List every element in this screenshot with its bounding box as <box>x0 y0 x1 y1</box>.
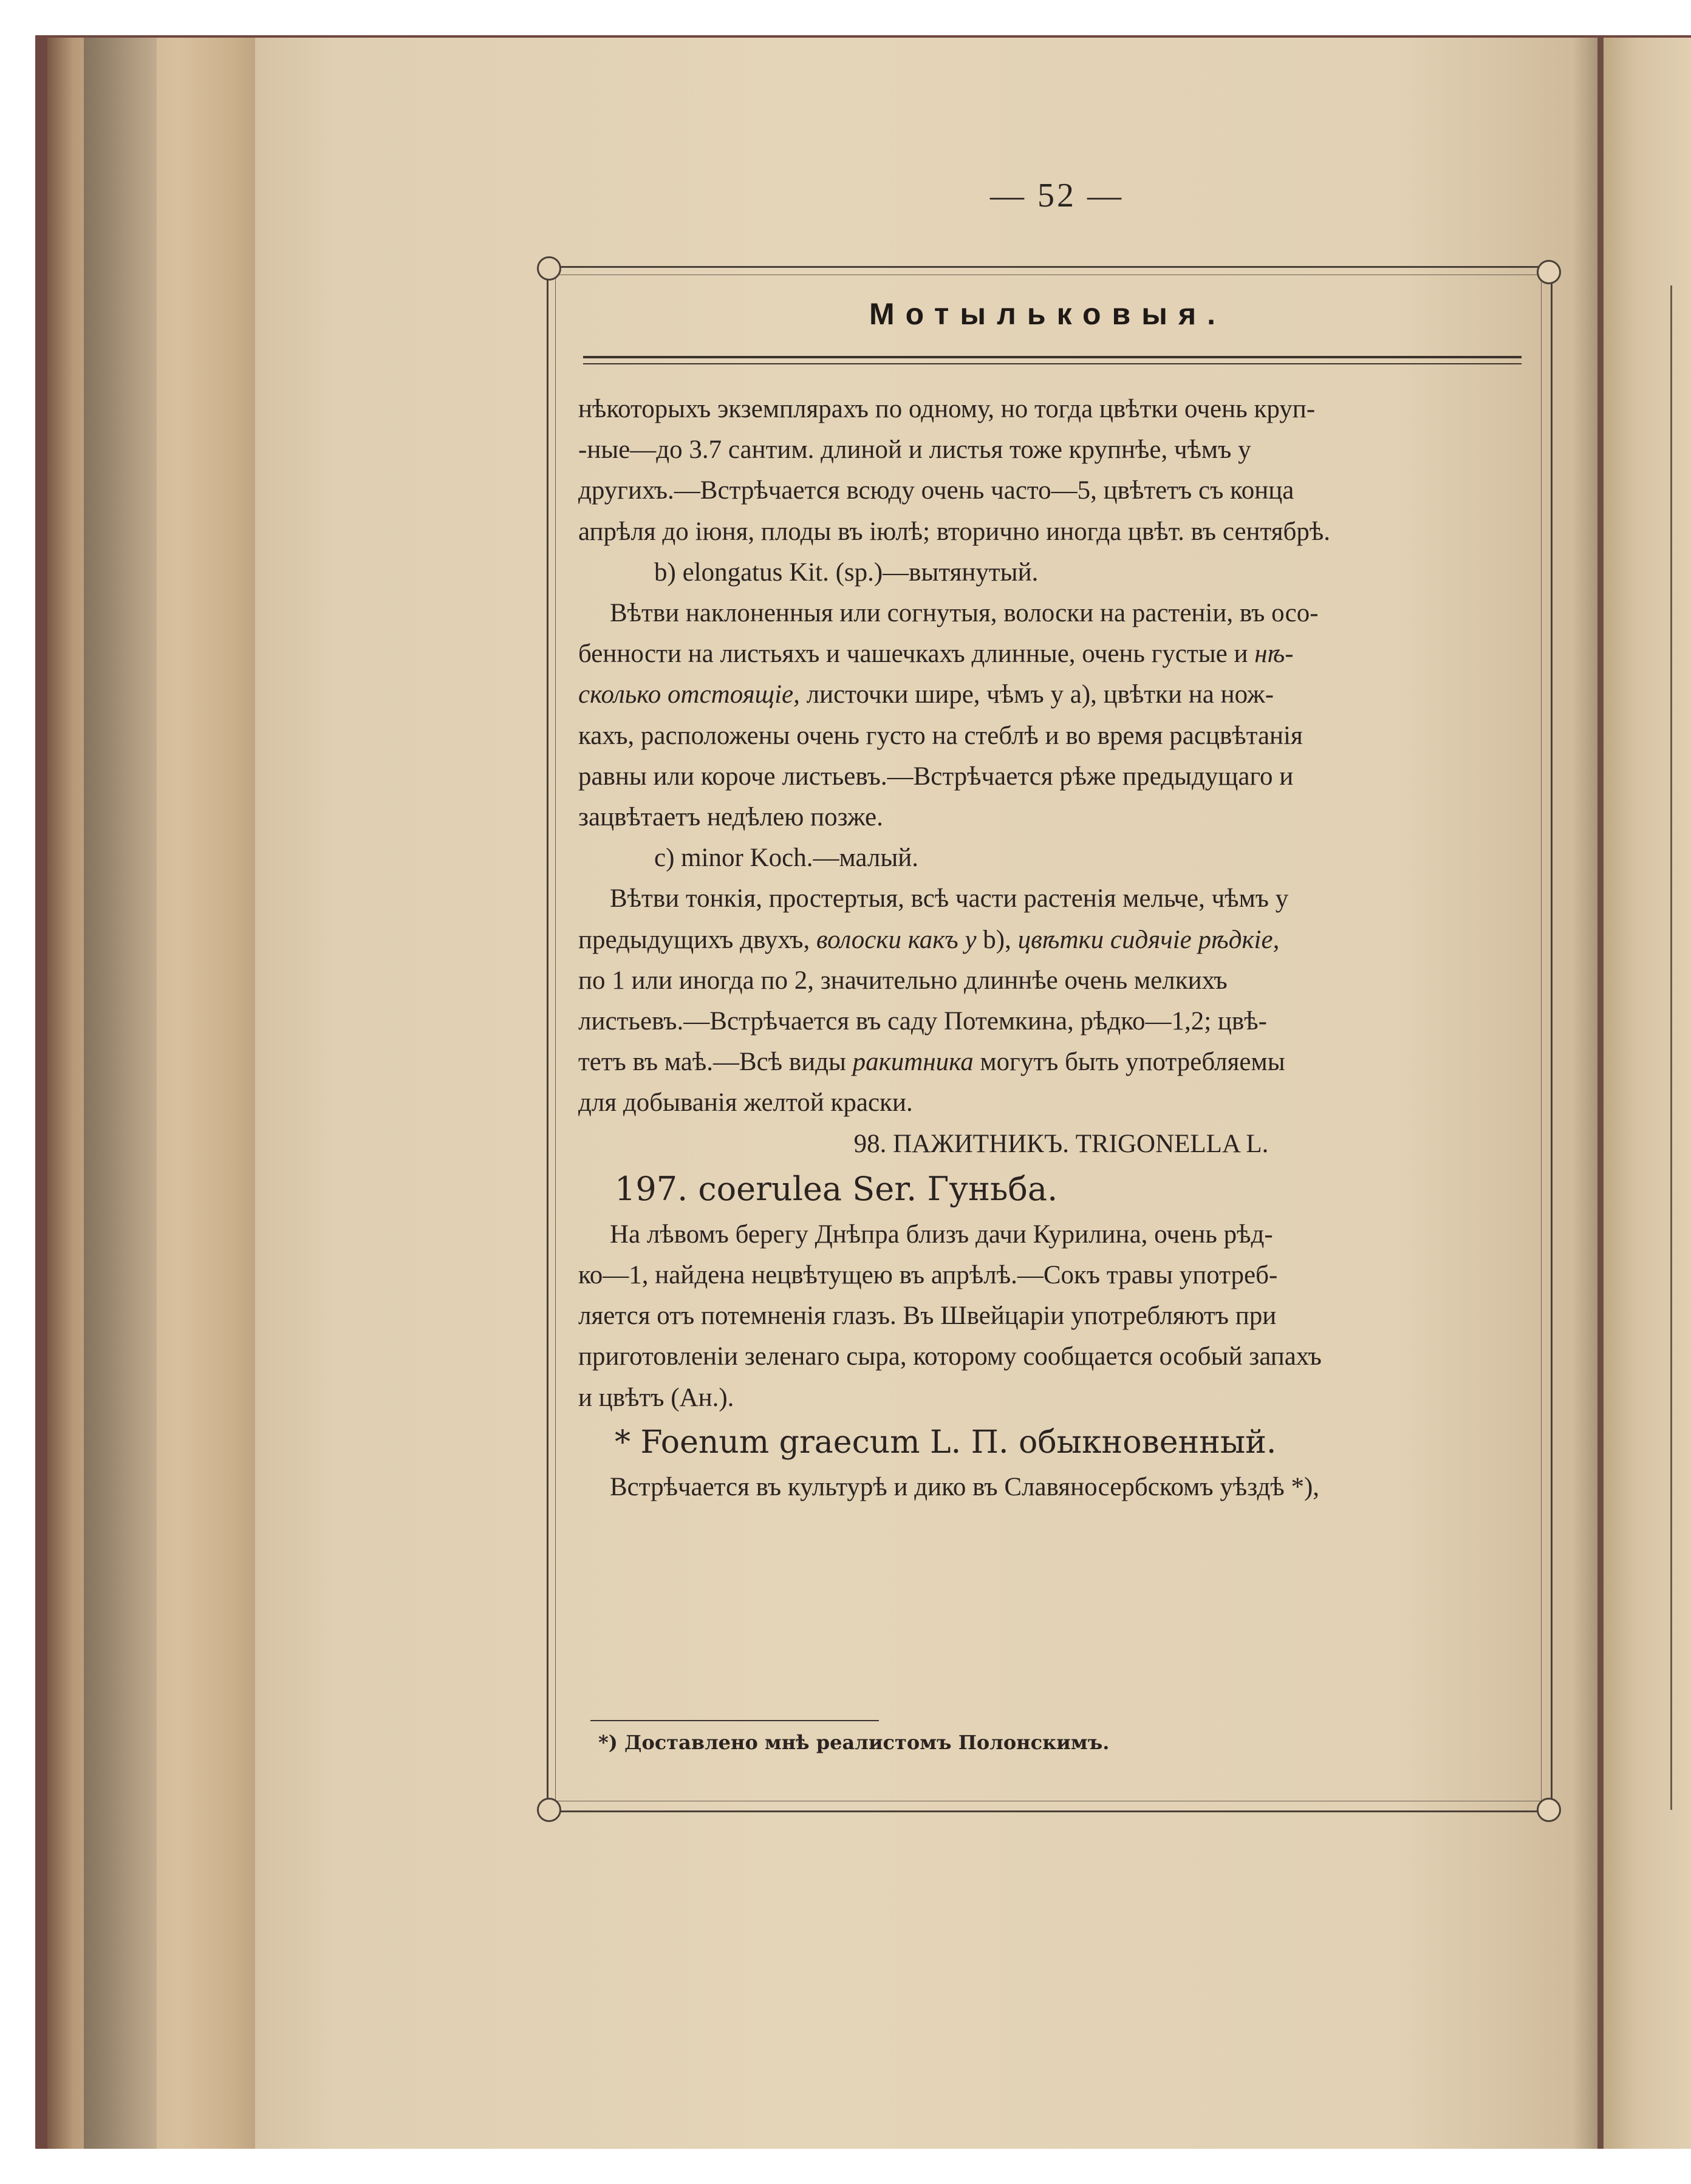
page-shadow <box>84 38 157 2149</box>
text-line <box>578 633 1520 674</box>
text-line: зацвѣтаетъ недѣлею позже. <box>578 803 883 832</box>
genus-heading: 98. ПАЖИТНИКЪ. TRIGONELLA L. <box>853 1129 1269 1158</box>
text-line: по 1 или иногда по 2, значительно длиннѣе очень мелкихъ <box>578 966 1228 995</box>
text-line <box>578 1042 1520 1082</box>
text-line: ко—1, найдена нецвѣтущею въ апрѣлѣ.—Сокъ травы употреб- <box>578 1261 1278 1290</box>
text-line: ляется отъ потемненiя глазъ. Въ Швейцарiи употребляютъ при <box>578 1302 1277 1331</box>
variety-b-heading: b) elongatus Kit. (sp.)—вытянутый. <box>654 558 1039 587</box>
emphasis-text: ракитника <box>852 1048 974 1077</box>
text-line: Вѣтви тонкiя, простертыя, всѣ части растенiя мельче, чѣмъ у <box>610 884 1289 913</box>
text-line: другихъ.—Встрѣчается всюду очень часто—5, цвѣтетъ съ конца <box>578 476 1294 505</box>
header-rule-thin <box>583 363 1522 364</box>
frame-corner-ornament <box>1537 260 1561 284</box>
text-line: апрѣля до iюня, плоды въ iюлѣ; вторично иногда цвѣт. въ сентябрѣ. <box>578 517 1331 546</box>
emphasis-text: нѣ- <box>1254 640 1294 669</box>
text-line: кахъ, расположены очень густо на стеблѣ и во время расцвѣтанiя <box>578 721 1303 750</box>
emphasis-text: волоски какъ у <box>816 925 977 954</box>
emphasis-text: цвѣтки сидячiе рѣдкiе, <box>1017 925 1280 954</box>
text-run: предыдущихъ двухъ, <box>578 925 816 954</box>
frame-corner-ornament <box>537 256 561 281</box>
header-rule <box>583 356 1522 358</box>
text-line: На лѣвомъ берегу Днѣпра близъ дачи Курилина, очень рѣд- <box>610 1220 1273 1249</box>
page-stack-edges <box>47 38 266 2149</box>
text-line <box>578 920 1520 960</box>
text-run: b), <box>976 925 1018 954</box>
text-run: листочки шире, чѣмъ у a), цвѣтки на нож- <box>799 680 1274 709</box>
species-heading: * Foenum graecum L. П. обыкновенный. <box>615 1424 1277 1461</box>
next-page-edge <box>1604 38 1691 2149</box>
frame-corner-ornament <box>1537 1798 1561 1822</box>
page-body <box>578 389 1520 1507</box>
text-run: могутъ быть употребляемы <box>973 1048 1285 1077</box>
text-line: -ные—до 3.7 сантим. длиной и листья тоже крупнѣе, чѣмъ у <box>578 435 1251 465</box>
footnote: *) Доставлено мнѣ реалистомъ Полонскимъ. <box>598 1731 1110 1754</box>
text-line: Вѣтви наклоненныя или согнутыя, волоски на растенiи, въ осо- <box>610 599 1319 628</box>
text-run: бенности на листьяхъ и чашечкахъ длинные, очень густые и <box>578 640 1255 669</box>
emphasis-text: сколько отстоящiе, <box>578 680 800 709</box>
footnote-rule <box>590 1720 879 1721</box>
text-line: листьевъ.—Встрѣчается въ саду Потемкина, рѣдко—1,2; цвѣ- <box>578 1007 1267 1036</box>
text-line: равны или короче листьевъ.—Встрѣчается рѣже предыдущаго и <box>578 762 1294 791</box>
variety-c-heading: c) minor Koch.—малый. <box>654 844 918 873</box>
text-line: Встрѣчается въ культурѣ и дико въ Славяносербскомъ уѣздѣ *), <box>610 1472 1320 1501</box>
species-heading: 197. coerulea Ser. Гуньба. <box>615 1169 1058 1208</box>
frame-corner-ornament <box>537 1798 561 1822</box>
text-line: для добыванiя желтой краски. <box>578 1088 913 1118</box>
text-line <box>578 674 1520 715</box>
text-line: нѣкоторыхъ экземплярахъ по одному, но тогда цвѣтки очень круп- <box>578 395 1316 423</box>
text-run: тетъ въ маѣ.—Всѣ виды <box>578 1048 853 1077</box>
text-line: и цвѣтъ (Ан.). <box>578 1383 734 1412</box>
text-line: приготовленiи зеленаго сыра, которому сообщается особый запахъ <box>578 1342 1322 1371</box>
next-page-frame-line <box>1670 285 1672 1810</box>
page-header: Мотыльковыя. <box>869 297 1227 331</box>
page-number: — 52 — <box>990 177 1124 214</box>
